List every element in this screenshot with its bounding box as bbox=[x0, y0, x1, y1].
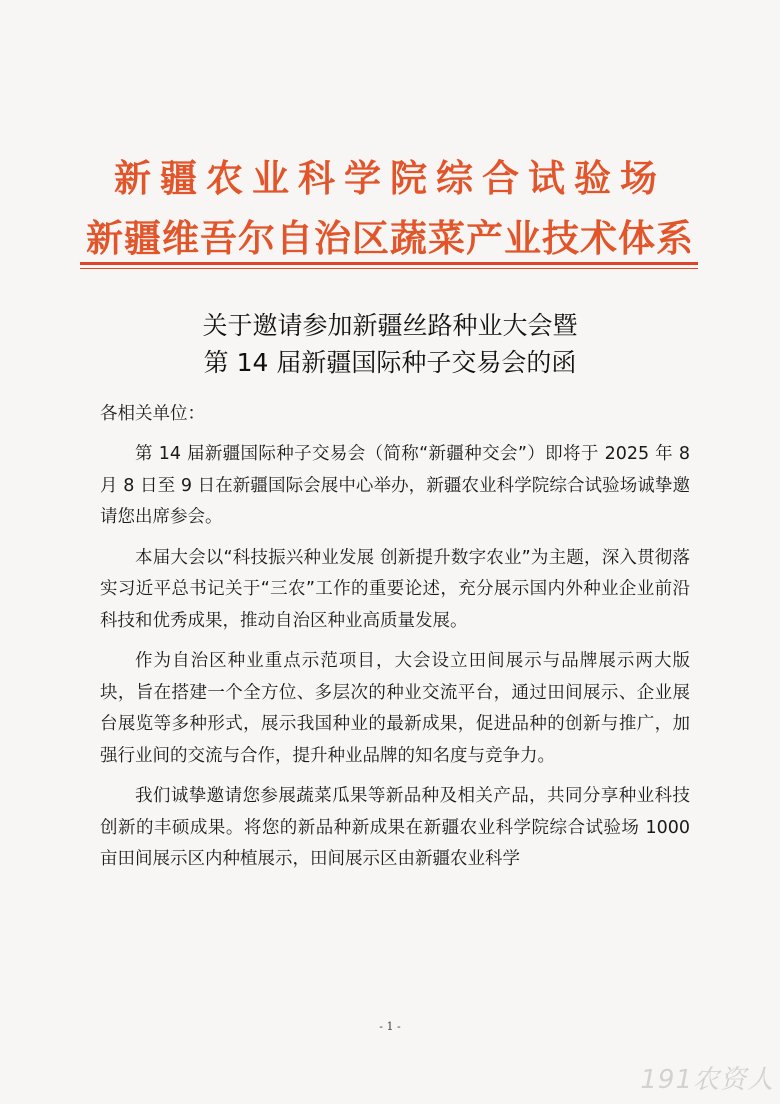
watermark-logo: 191农资人 bbox=[640, 1065, 774, 1095]
page-number: - 1 - bbox=[379, 1020, 401, 1033]
org-name-line-1: 新疆农业科学院综合试验场 bbox=[114, 156, 666, 200]
header-divider-thin bbox=[80, 268, 698, 269]
paragraph: 作为自治区种业重点示范项目，大会设立田间展示与品牌展示两大版块，旨在搭建一个全方位、多层次的种业交流平台，通过田间展示、企业展台展览等多种形式，展示我国种业的最新成果，促进品种的创新与推广，加强行业间的交流与合作，提升种业品牌的知名度与竞争力。 bbox=[100, 651, 690, 766]
org-name-line-2: 新疆维吾尔自治区蔬菜产业技术体系 bbox=[86, 216, 694, 260]
header-divider-thick bbox=[80, 262, 698, 265]
salutation: 各相关单位： bbox=[100, 404, 205, 424]
paragraph: 第 14 届新疆国际种子交易会（简称“新疆种交会”）即将于 2025 年 8 月 8 日至 9 日在新疆国际会展中心举办，新疆农业科学院综合试验场诚挚邀请您出席参会。 bbox=[100, 444, 690, 527]
letter-body bbox=[100, 439, 690, 885]
document-title-line-2: 第 14 届新疆国际种子交易会的函 bbox=[203, 348, 577, 377]
document-title-line-1: 关于邀请参加新疆丝路种业大会暨 bbox=[202, 311, 578, 340]
paragraph: 我们诚挚邀请您参展蔬菜瓜果等新品种及相关产品，共同分享种业科技创新的丰硕成果。将您的新品种新成果在新疆农业科学院综合试验场 1000 亩田间展示区内种植展示，田间展示区由新疆农业科学 bbox=[100, 786, 690, 869]
paragraph: 本届大会以“科技振兴种业发展 创新提升数字农业”为主题，深入贯彻落实习近平总书记关于“三农”工作的重要论述，充分展示国内外种业企业前沿科技和优秀成果，推动自治区种业高质量发展。 bbox=[100, 547, 690, 631]
